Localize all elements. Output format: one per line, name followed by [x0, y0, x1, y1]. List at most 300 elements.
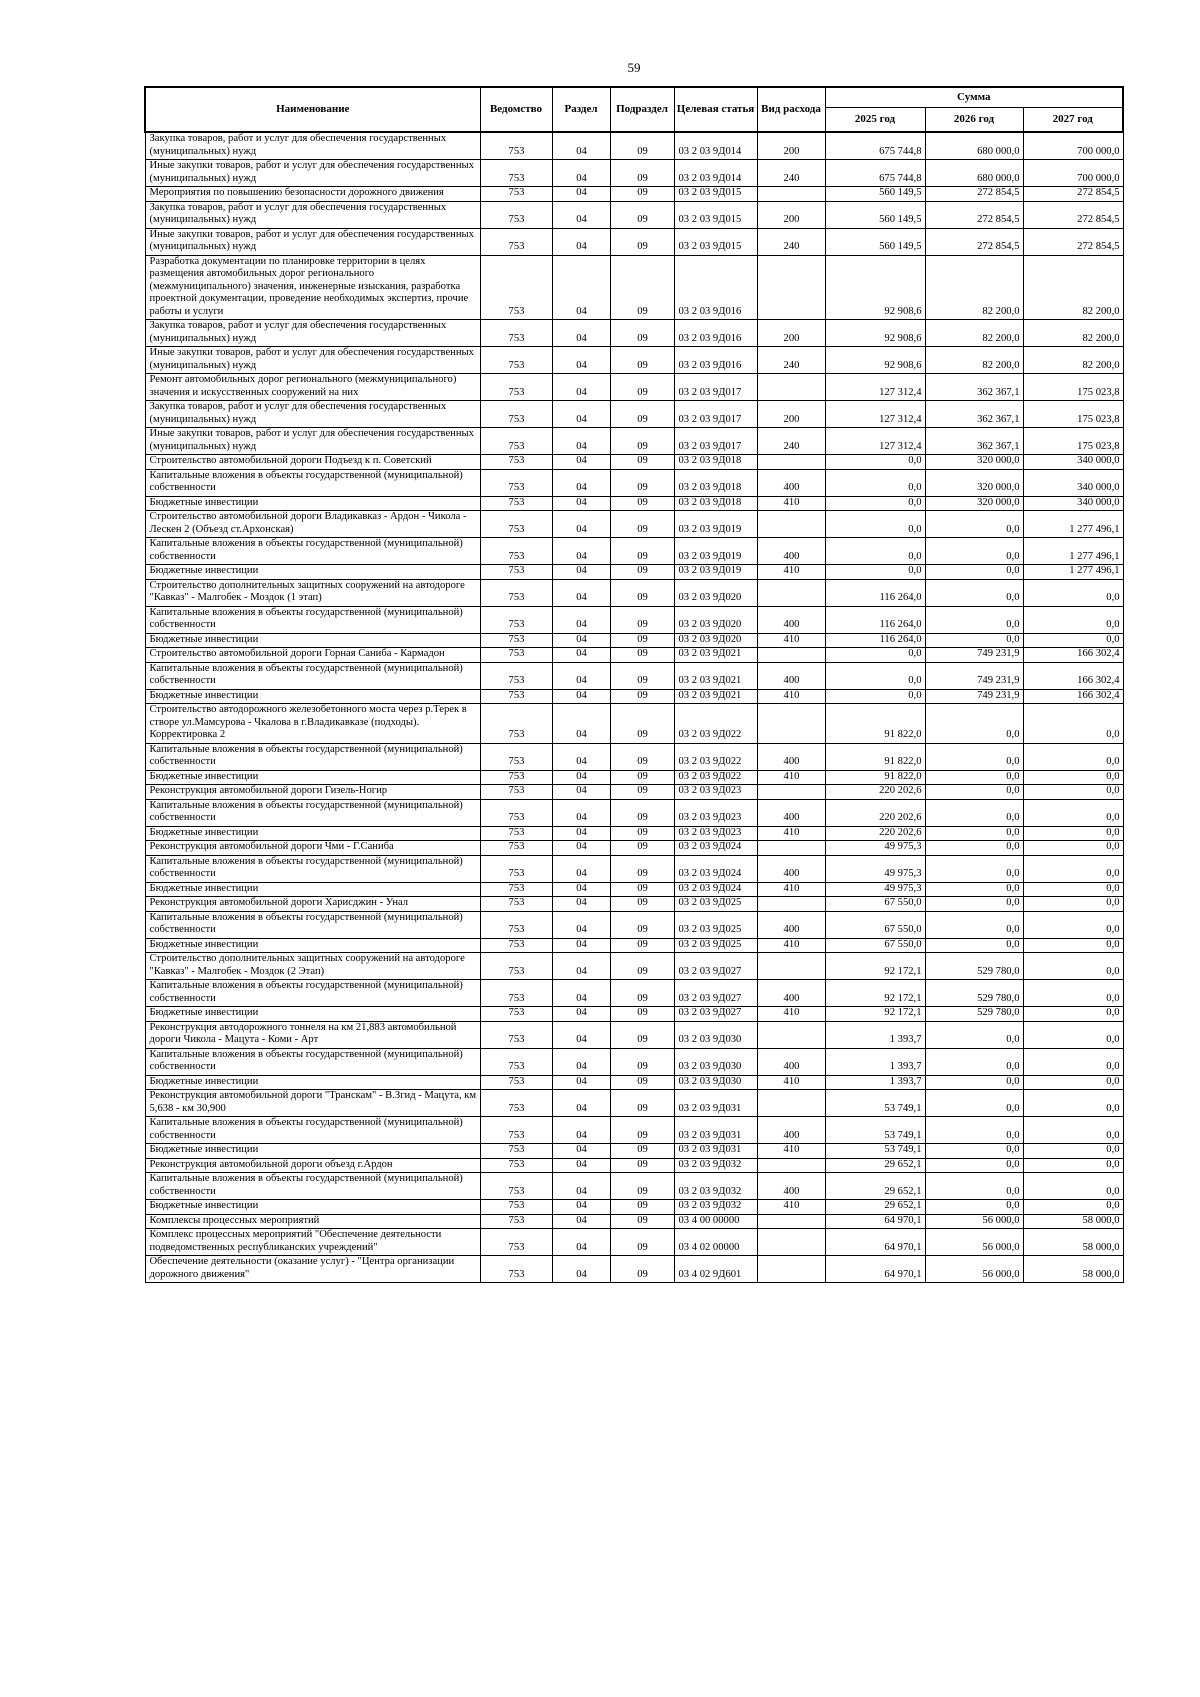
cell-podrazdel: 09	[610, 882, 674, 897]
budget-table	[144, 86, 1124, 1283]
cell-razdel: 04	[552, 855, 610, 882]
table-row	[145, 469, 1123, 496]
cell-vid: 200	[757, 132, 825, 160]
cell-vedomstvo: 753	[480, 496, 552, 511]
cell-2026: 0,0	[925, 633, 1023, 648]
cell-vedomstvo: 753	[480, 1200, 552, 1215]
cell-podrazdel: 09	[610, 401, 674, 428]
cell-target: 03 2 03 9Д027	[674, 980, 757, 1007]
cell-vedomstvo: 753	[480, 606, 552, 633]
cell-2025: 220 202,6	[825, 799, 925, 826]
cell-podrazdel: 09	[610, 255, 674, 320]
cell-razdel: 04	[552, 882, 610, 897]
cell-2026: 0,0	[925, 1090, 1023, 1117]
cell-2026: 362 367,1	[925, 374, 1023, 401]
cell-2026: 272 854,5	[925, 201, 1023, 228]
cell-2025: 560 149,5	[825, 201, 925, 228]
cell-2026: 0,0	[925, 882, 1023, 897]
cell-2025: 0,0	[825, 469, 925, 496]
table-row	[145, 1229, 1123, 1256]
table-row	[145, 662, 1123, 689]
cell-2025: 64 970,1	[825, 1229, 925, 1256]
table-row	[145, 228, 1123, 255]
cell-2025: 675 744,8	[825, 132, 925, 160]
table-row	[145, 1007, 1123, 1022]
cell-vid: 400	[757, 1173, 825, 1200]
cell-vedomstvo: 753	[480, 228, 552, 255]
cell-podrazdel: 09	[610, 228, 674, 255]
cell-2025: 220 202,6	[825, 785, 925, 800]
cell-razdel: 04	[552, 347, 610, 374]
cell-2025: 116 264,0	[825, 579, 925, 606]
cell-target: 03 2 03 9Д019	[674, 565, 757, 580]
cell-target: 03 2 03 9Д031	[674, 1117, 757, 1144]
cell-2025: 53 749,1	[825, 1090, 925, 1117]
cell-2026: 0,0	[925, 1021, 1023, 1048]
cell-2027: 166 302,4	[1023, 689, 1123, 704]
cell-2026: 362 367,1	[925, 428, 1023, 455]
cell-2027: 0,0	[1023, 770, 1123, 785]
table-row	[145, 511, 1123, 538]
cell-2025: 29 652,1	[825, 1200, 925, 1215]
cell-vedomstvo: 753	[480, 841, 552, 856]
cell-vid: 200	[757, 401, 825, 428]
cell-2027: 700 000,0	[1023, 132, 1123, 160]
cell-vedomstvo: 753	[480, 1048, 552, 1075]
cell-2025: 1 393,7	[825, 1021, 925, 1048]
cell-vid	[757, 897, 825, 912]
cell-podrazdel: 09	[610, 662, 674, 689]
cell-razdel: 04	[552, 826, 610, 841]
cell-2025: 92 908,6	[825, 320, 925, 347]
cell-podrazdel: 09	[610, 347, 674, 374]
table-row	[145, 882, 1123, 897]
cell-podrazdel: 09	[610, 1200, 674, 1215]
cell-name: Бюджетные инвестиции	[145, 1007, 480, 1022]
cell-vid	[757, 1158, 825, 1173]
cell-2026: 272 854,5	[925, 228, 1023, 255]
cell-podrazdel: 09	[610, 1229, 674, 1256]
cell-target: 03 2 03 9Д017	[674, 401, 757, 428]
cell-2027: 0,0	[1023, 743, 1123, 770]
header-vedomstvo: Ведомство	[480, 87, 552, 132]
cell-vedomstvo: 753	[480, 980, 552, 1007]
cell-vedomstvo: 753	[480, 469, 552, 496]
cell-target: 03 2 03 9Д018	[674, 455, 757, 470]
cell-vid: 400	[757, 1117, 825, 1144]
cell-2026: 0,0	[925, 911, 1023, 938]
cell-vid: 400	[757, 980, 825, 1007]
cell-razdel: 04	[552, 401, 610, 428]
cell-vedomstvo: 753	[480, 455, 552, 470]
cell-razdel: 04	[552, 911, 610, 938]
cell-vedomstvo: 753	[480, 374, 552, 401]
cell-name: Строительство дополнительных защитных сооружений на автодороге "Кавказ" - Малгобек - Моздок (2 Этап)	[145, 953, 480, 980]
cell-2027: 0,0	[1023, 1200, 1123, 1215]
cell-podrazdel: 09	[610, 428, 674, 455]
table-row	[145, 565, 1123, 580]
cell-2025: 67 550,0	[825, 897, 925, 912]
cell-vedomstvo: 753	[480, 938, 552, 953]
table-row	[145, 1214, 1123, 1229]
cell-vedomstvo: 753	[480, 132, 552, 160]
cell-name: Закупка товаров, работ и услуг для обеспечения государственных (муниципальных) нужд	[145, 132, 480, 160]
cell-2027: 0,0	[1023, 1117, 1123, 1144]
cell-podrazdel: 09	[610, 1158, 674, 1173]
cell-razdel: 04	[552, 1214, 610, 1229]
cell-razdel: 04	[552, 689, 610, 704]
cell-2027: 0,0	[1023, 785, 1123, 800]
cell-name: Капитальные вложения в объекты государственной (муниципальной) собственности	[145, 538, 480, 565]
cell-name: Бюджетные инвестиции	[145, 826, 480, 841]
cell-razdel: 04	[552, 648, 610, 663]
cell-name: Закупка товаров, работ и услуг для обеспечения государственных (муниципальных) нужд	[145, 320, 480, 347]
cell-razdel: 04	[552, 1200, 610, 1215]
cell-target: 03 2 03 9Д027	[674, 1007, 757, 1022]
cell-2027: 1 277 496,1	[1023, 538, 1123, 565]
cell-razdel: 04	[552, 201, 610, 228]
cell-name: Строительство автомобильной дороги Подъезд к п. Советский	[145, 455, 480, 470]
cell-2026: 0,0	[925, 1144, 1023, 1159]
cell-2025: 127 312,4	[825, 401, 925, 428]
cell-target: 03 2 03 9Д015	[674, 201, 757, 228]
cell-2026: 56 000,0	[925, 1256, 1023, 1283]
cell-name: Комплекс процессных мероприятий "Обеспечение деятельности подведомственных республиканских учреждений"	[145, 1229, 480, 1256]
cell-2026: 0,0	[925, 1158, 1023, 1173]
cell-2025: 53 749,1	[825, 1144, 925, 1159]
cell-2025: 0,0	[825, 689, 925, 704]
cell-vid	[757, 953, 825, 980]
cell-target: 03 4 00 00000	[674, 1214, 757, 1229]
cell-2025: 0,0	[825, 662, 925, 689]
cell-target: 03 2 03 9Д027	[674, 953, 757, 980]
cell-razdel: 04	[552, 428, 610, 455]
header-name: Наименование	[145, 87, 480, 132]
cell-podrazdel: 09	[610, 841, 674, 856]
cell-2026: 0,0	[925, 785, 1023, 800]
cell-vid: 240	[757, 347, 825, 374]
cell-2027: 340 000,0	[1023, 469, 1123, 496]
cell-vid: 400	[757, 743, 825, 770]
cell-2027: 58 000,0	[1023, 1214, 1123, 1229]
cell-razdel: 04	[552, 938, 610, 953]
cell-podrazdel: 09	[610, 855, 674, 882]
cell-2026: 0,0	[925, 1200, 1023, 1215]
cell-razdel: 04	[552, 662, 610, 689]
cell-name: Иные закупки товаров, работ и услуг для обеспечения государственных (муниципальных) нужд	[145, 428, 480, 455]
header-year-2027: 2027 год	[1023, 107, 1123, 132]
cell-name: Бюджетные инвестиции	[145, 1075, 480, 1090]
cell-podrazdel: 09	[610, 469, 674, 496]
cell-2026: 82 200,0	[925, 347, 1023, 374]
cell-podrazdel: 09	[610, 704, 674, 744]
cell-2025: 92 172,1	[825, 980, 925, 1007]
cell-target: 03 4 02 9Д601	[674, 1256, 757, 1283]
cell-target: 03 2 03 9Д016	[674, 347, 757, 374]
cell-name: Иные закупки товаров, работ и услуг для обеспечения государственных (муниципальных) нужд	[145, 347, 480, 374]
cell-razdel: 04	[552, 770, 610, 785]
cell-vedomstvo: 753	[480, 1229, 552, 1256]
cell-2026: 320 000,0	[925, 455, 1023, 470]
table-row	[145, 606, 1123, 633]
cell-razdel: 04	[552, 1256, 610, 1283]
cell-target: 03 2 03 9Д022	[674, 770, 757, 785]
cell-name: Обеспечение деятельности (оказание услуг) - "Центра организации дорожного движения"	[145, 1256, 480, 1283]
cell-2025: 0,0	[825, 496, 925, 511]
cell-vedomstvo: 753	[480, 1007, 552, 1022]
cell-2027: 272 854,5	[1023, 201, 1123, 228]
cell-target: 03 2 03 9Д030	[674, 1021, 757, 1048]
cell-target: 03 2 03 9Д023	[674, 785, 757, 800]
cell-vedomstvo: 753	[480, 1144, 552, 1159]
cell-target: 03 2 03 9Д019	[674, 538, 757, 565]
table-row	[145, 980, 1123, 1007]
cell-2025: 92 908,6	[825, 255, 925, 320]
table-body	[145, 132, 1123, 1283]
cell-2026: 56 000,0	[925, 1229, 1023, 1256]
cell-vedomstvo: 753	[480, 201, 552, 228]
cell-podrazdel: 09	[610, 1214, 674, 1229]
cell-target: 03 2 03 9Д016	[674, 320, 757, 347]
cell-2025: 64 970,1	[825, 1256, 925, 1283]
cell-2025: 49 975,3	[825, 855, 925, 882]
cell-2025: 67 550,0	[825, 911, 925, 938]
cell-podrazdel: 09	[610, 1090, 674, 1117]
cell-target: 03 2 03 9Д022	[674, 743, 757, 770]
cell-vid: 200	[757, 201, 825, 228]
cell-target: 03 2 03 9Д030	[674, 1075, 757, 1090]
cell-name: Капитальные вложения в объекты государственной (муниципальной) собственности	[145, 911, 480, 938]
cell-razdel: 04	[552, 606, 610, 633]
cell-2025: 560 149,5	[825, 228, 925, 255]
cell-2026: 0,0	[925, 538, 1023, 565]
cell-2025: 0,0	[825, 455, 925, 470]
cell-podrazdel: 09	[610, 201, 674, 228]
cell-2026: 320 000,0	[925, 496, 1023, 511]
cell-2025: 92 172,1	[825, 953, 925, 980]
table-header	[145, 87, 1123, 132]
cell-target: 03 2 03 9Д032	[674, 1173, 757, 1200]
cell-name: Капитальные вложения в объекты государственной (муниципальной) собственности	[145, 662, 480, 689]
table-row	[145, 938, 1123, 953]
cell-razdel: 04	[552, 1090, 610, 1117]
table-row	[145, 1075, 1123, 1090]
cell-2025: 92 172,1	[825, 1007, 925, 1022]
cell-2025: 0,0	[825, 648, 925, 663]
cell-name: Капитальные вложения в объекты государственной (муниципальной) собственности	[145, 799, 480, 826]
cell-target: 03 2 03 9Д025	[674, 897, 757, 912]
header-vid: Вид расхода	[757, 87, 825, 132]
cell-vedomstvo: 753	[480, 511, 552, 538]
cell-vid	[757, 455, 825, 470]
cell-name: Ремонт автомобильных дорог регионального (межмуниципального) значения и искусственных сооружений на них	[145, 374, 480, 401]
cell-podrazdel: 09	[610, 770, 674, 785]
cell-razdel: 04	[552, 496, 610, 511]
cell-2027: 0,0	[1023, 633, 1123, 648]
cell-target: 03 2 03 9Д017	[674, 428, 757, 455]
cell-2027: 0,0	[1023, 704, 1123, 744]
cell-vedomstvo: 753	[480, 1090, 552, 1117]
cell-name: Капитальные вложения в объекты государственной (муниципальной) собственности	[145, 1048, 480, 1075]
cell-podrazdel: 09	[610, 1144, 674, 1159]
table-row	[145, 347, 1123, 374]
cell-name: Капитальные вложения в объекты государственной (муниципальной) собственности	[145, 1173, 480, 1200]
cell-vid: 410	[757, 1007, 825, 1022]
cell-2026: 0,0	[925, 606, 1023, 633]
cell-2027: 272 854,5	[1023, 187, 1123, 202]
table-row	[145, 1158, 1123, 1173]
header-year-2025: 2025 год	[825, 107, 925, 132]
cell-vedomstvo: 753	[480, 785, 552, 800]
cell-2027: 0,0	[1023, 1090, 1123, 1117]
cell-target: 03 2 03 9Д025	[674, 911, 757, 938]
cell-2025: 127 312,4	[825, 374, 925, 401]
cell-vid: 400	[757, 662, 825, 689]
page-number: 59	[627, 60, 641, 75]
cell-vid	[757, 1229, 825, 1256]
table-row	[145, 770, 1123, 785]
table-row	[145, 538, 1123, 565]
cell-name: Строительство автомобильной дороги Владикавказ - Ардон - Чикола - Лескен 2 (Объезд ст.Архонская)	[145, 511, 480, 538]
cell-razdel: 04	[552, 633, 610, 648]
cell-podrazdel: 09	[610, 565, 674, 580]
header-razdel: Раздел	[552, 87, 610, 132]
cell-2026: 0,0	[925, 1117, 1023, 1144]
cell-target: 03 2 03 9Д020	[674, 606, 757, 633]
table-row	[145, 648, 1123, 663]
header-year-2026: 2026 год	[925, 107, 1023, 132]
cell-target: 03 2 03 9Д016	[674, 255, 757, 320]
cell-vedomstvo: 753	[480, 1021, 552, 1048]
cell-vid	[757, 1256, 825, 1283]
cell-2026: 0,0	[925, 511, 1023, 538]
table-row	[145, 911, 1123, 938]
cell-target: 03 2 03 9Д017	[674, 374, 757, 401]
cell-2026: 320 000,0	[925, 469, 1023, 496]
cell-razdel: 04	[552, 897, 610, 912]
cell-razdel: 04	[552, 187, 610, 202]
table-row	[145, 1090, 1123, 1117]
cell-podrazdel: 09	[610, 496, 674, 511]
cell-2027: 58 000,0	[1023, 1229, 1123, 1256]
cell-name: Бюджетные инвестиции	[145, 1200, 480, 1215]
cell-vid	[757, 511, 825, 538]
table-row	[145, 579, 1123, 606]
cell-name: Реконструкция автомобильной дороги Харисджин - Унал	[145, 897, 480, 912]
cell-target: 03 2 03 9Д020	[674, 633, 757, 648]
cell-2025: 116 264,0	[825, 633, 925, 648]
cell-2027: 175 023,8	[1023, 428, 1123, 455]
cell-2025: 0,0	[825, 565, 925, 580]
cell-target: 03 2 03 9Д024	[674, 841, 757, 856]
cell-podrazdel: 09	[610, 606, 674, 633]
cell-vedomstvo: 753	[480, 1256, 552, 1283]
cell-vid: 400	[757, 799, 825, 826]
cell-podrazdel: 09	[610, 187, 674, 202]
cell-2026: 749 231,9	[925, 689, 1023, 704]
cell-2026: 0,0	[925, 565, 1023, 580]
cell-2027: 700 000,0	[1023, 160, 1123, 187]
cell-vedomstvo: 753	[480, 347, 552, 374]
cell-podrazdel: 09	[610, 743, 674, 770]
cell-name: Бюджетные инвестиции	[145, 938, 480, 953]
cell-vedomstvo: 753	[480, 401, 552, 428]
cell-vedomstvo: 753	[480, 662, 552, 689]
cell-2026: 0,0	[925, 841, 1023, 856]
cell-podrazdel: 09	[610, 648, 674, 663]
table-row	[145, 953, 1123, 980]
cell-name: Иные закупки товаров, работ и услуг для обеспечения государственных (муниципальных) нужд	[145, 160, 480, 187]
cell-name: Реконструкция автомобильной дороги Чми - Г.Саниба	[145, 841, 480, 856]
cell-target: 03 2 03 9Д021	[674, 648, 757, 663]
cell-podrazdel: 09	[610, 160, 674, 187]
cell-razdel: 04	[552, 953, 610, 980]
cell-target: 03 2 03 9Д023	[674, 826, 757, 841]
cell-podrazdel: 09	[610, 633, 674, 648]
cell-vid: 410	[757, 938, 825, 953]
cell-2025: 49 975,3	[825, 882, 925, 897]
cell-2027: 1 277 496,1	[1023, 511, 1123, 538]
cell-target: 03 2 03 9Д021	[674, 662, 757, 689]
cell-vid	[757, 187, 825, 202]
cell-2026: 0,0	[925, 1048, 1023, 1075]
cell-vedomstvo: 753	[480, 897, 552, 912]
table-row	[145, 455, 1123, 470]
cell-vid: 400	[757, 855, 825, 882]
cell-name: Реконструкция автомобильной дороги "Транскам" - В.Згид - Мацута, км 5,638 - км 30,900	[145, 1090, 480, 1117]
table-row	[145, 496, 1123, 511]
cell-2025: 560 149,5	[825, 187, 925, 202]
cell-name: Бюджетные инвестиции	[145, 770, 480, 785]
cell-2027: 0,0	[1023, 911, 1123, 938]
cell-target: 03 2 03 9Д014	[674, 132, 757, 160]
cell-podrazdel: 09	[610, 132, 674, 160]
cell-2027: 0,0	[1023, 1021, 1123, 1048]
cell-2026: 0,0	[925, 579, 1023, 606]
cell-podrazdel: 09	[610, 1075, 674, 1090]
cell-2027: 1 277 496,1	[1023, 565, 1123, 580]
cell-razdel: 04	[552, 704, 610, 744]
cell-razdel: 04	[552, 1021, 610, 1048]
cell-razdel: 04	[552, 1229, 610, 1256]
cell-target: 03 2 03 9Д024	[674, 882, 757, 897]
cell-name: Бюджетные инвестиции	[145, 882, 480, 897]
cell-2027: 175 023,8	[1023, 374, 1123, 401]
cell-target: 03 2 03 9Д018	[674, 496, 757, 511]
cell-podrazdel: 09	[610, 980, 674, 1007]
cell-2025: 116 264,0	[825, 606, 925, 633]
cell-2026: 82 200,0	[925, 255, 1023, 320]
cell-vid: 410	[757, 496, 825, 511]
cell-razdel: 04	[552, 1117, 610, 1144]
cell-2027: 0,0	[1023, 606, 1123, 633]
cell-2027: 166 302,4	[1023, 662, 1123, 689]
cell-razdel: 04	[552, 743, 610, 770]
cell-podrazdel: 09	[610, 953, 674, 980]
cell-razdel: 04	[552, 511, 610, 538]
cell-podrazdel: 09	[610, 911, 674, 938]
cell-vid	[757, 1090, 825, 1117]
cell-2026: 749 231,9	[925, 648, 1023, 663]
cell-2027: 272 854,5	[1023, 228, 1123, 255]
table-row	[145, 201, 1123, 228]
cell-vid: 410	[757, 633, 825, 648]
cell-vedomstvo: 753	[480, 538, 552, 565]
cell-name: Капитальные вложения в объекты государственной (муниципальной) собственности	[145, 1117, 480, 1144]
cell-vid	[757, 704, 825, 744]
cell-vedomstvo: 753	[480, 187, 552, 202]
cell-vid	[757, 841, 825, 856]
